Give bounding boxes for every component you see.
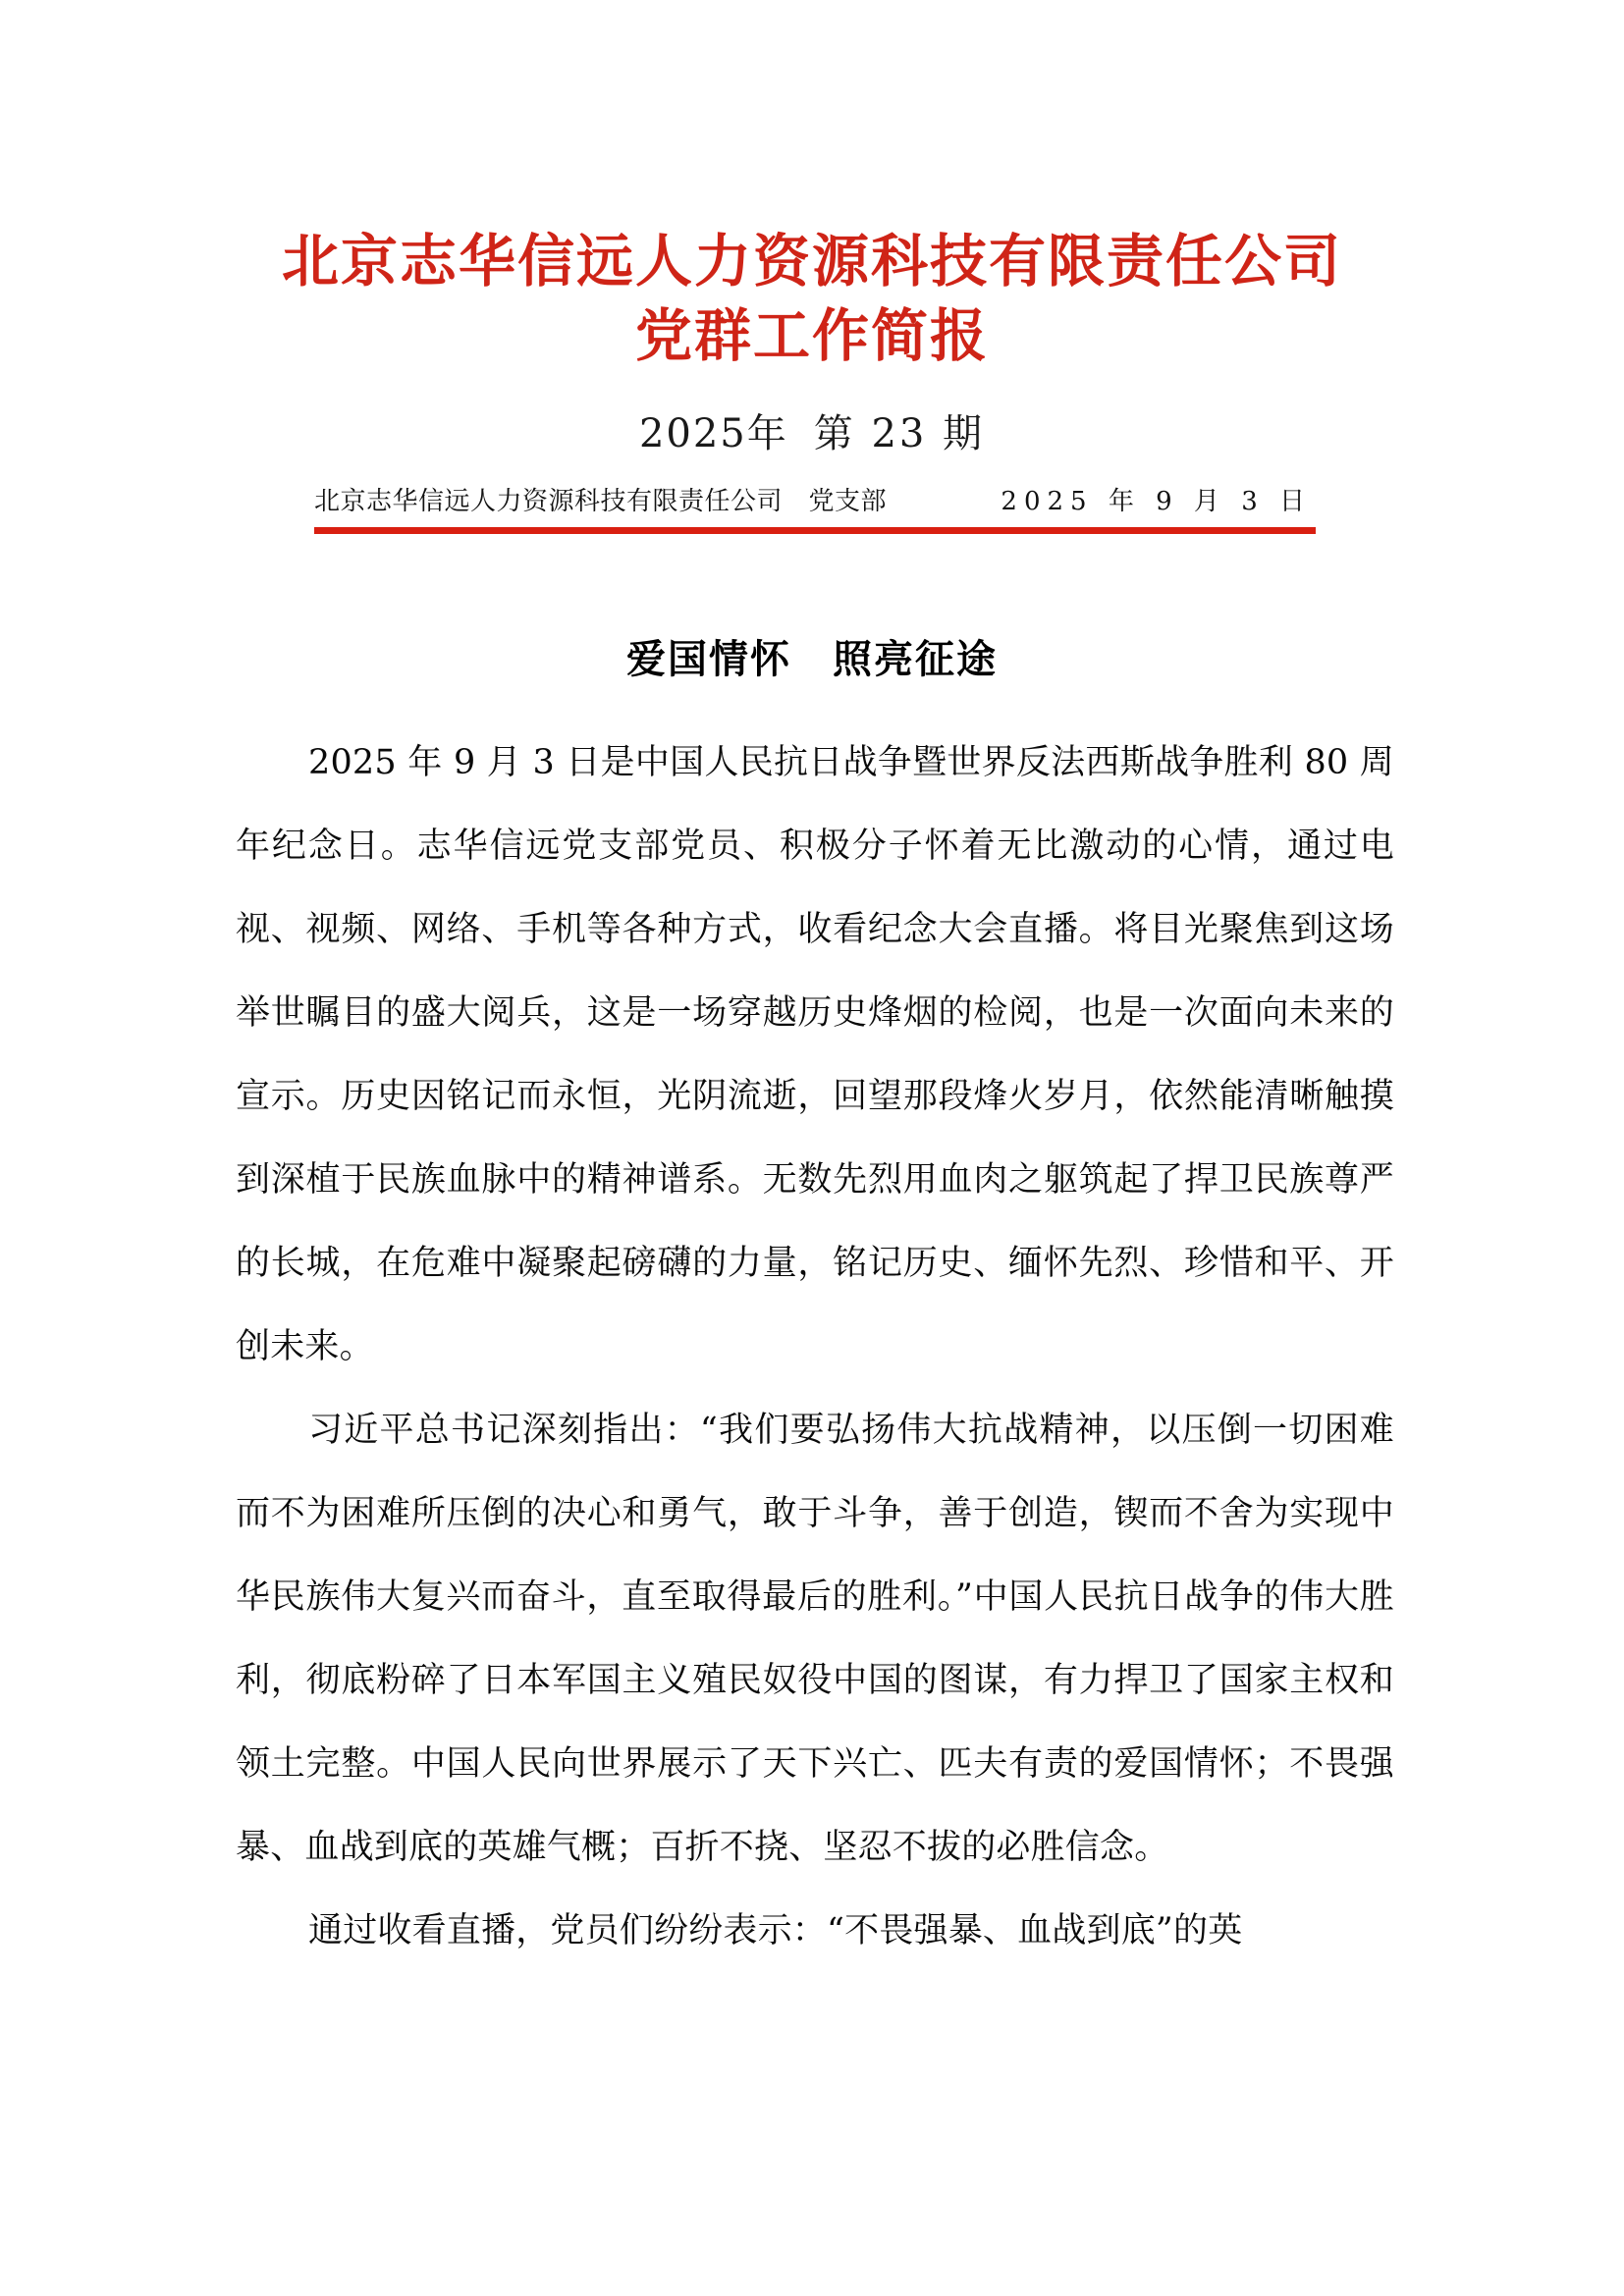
byline-date: 2025 年 9 月 3 日	[1001, 487, 1312, 516]
masthead-red-rule	[314, 527, 1316, 534]
byline-organization: 北京志华信远人力资源科技有限责任公司 党支部	[314, 487, 888, 516]
article-paragraph: 通过收看直播，党员们纷纷表示：“不畏强暴、血战到底”的英	[308, 1911, 1243, 1950]
article-title: 爱国情怀 照亮征途	[626, 636, 998, 682]
article-paragraph: 习近平总书记深刻指出：“我们要弘扬伟大抗战精神，以压倒一切困难而不为困难所压倒的决心和勇气，敢于斗争，善于创造，锲而不舍为实现中华民族伟大复兴而奋斗，直至取得最后的胜利。”中国人民抗日战争的伟大胜利，彻底粉碎了日本军国主义殖民奴役中国的图谋，有力捍卫了国家主权和领土完整。中国人民向世界展示了天下兴亡、匹夫有责的爱国情怀；不畏强暴、血战到底的英雄气概；百折不挠、坚忍不拔的必胜信念。	[236, 1411, 1394, 1867]
byline-row	[314, 484, 1316, 519]
issue-number: 第 23 期	[813, 411, 986, 456]
masthead	[0, 224, 1624, 373]
issue-year: 2025年	[638, 411, 788, 456]
masthead-bulletin-name: 党群工作简报	[634, 302, 989, 369]
article-paragraph: 2025 年 9 月 3 日是中国人民抗日战争暨世界反法西斯战争胜利 80 周年纪念日。志华信远党支部党员、积极分子怀着无比激动的心情，通过电视、视频、网络、手机等各种方式，收看纪念大会直播。将目光聚焦到这场举世瞩目的盛大阅兵，这是一场穿越历史烽烟的检阅，也是一次面向未来的宣示。历史因铭记而永恒，光阴流逝，回望那段烽火岁月，依然能清晰触摸到深植于民族血脉中的精神谱系。无数先烈用血肉之躯筑起了捍卫民族尊严的长城，在危难中凝聚起磅礴的力量，铭记历史、缅怀先烈、珍惜和平、开创未来。	[236, 743, 1394, 1366]
article-body	[236, 721, 1394, 1973]
issue-line	[0, 407, 1624, 460]
masthead-org-name: 北京志华信远人力资源科技有限责任公司	[281, 228, 1342, 294]
